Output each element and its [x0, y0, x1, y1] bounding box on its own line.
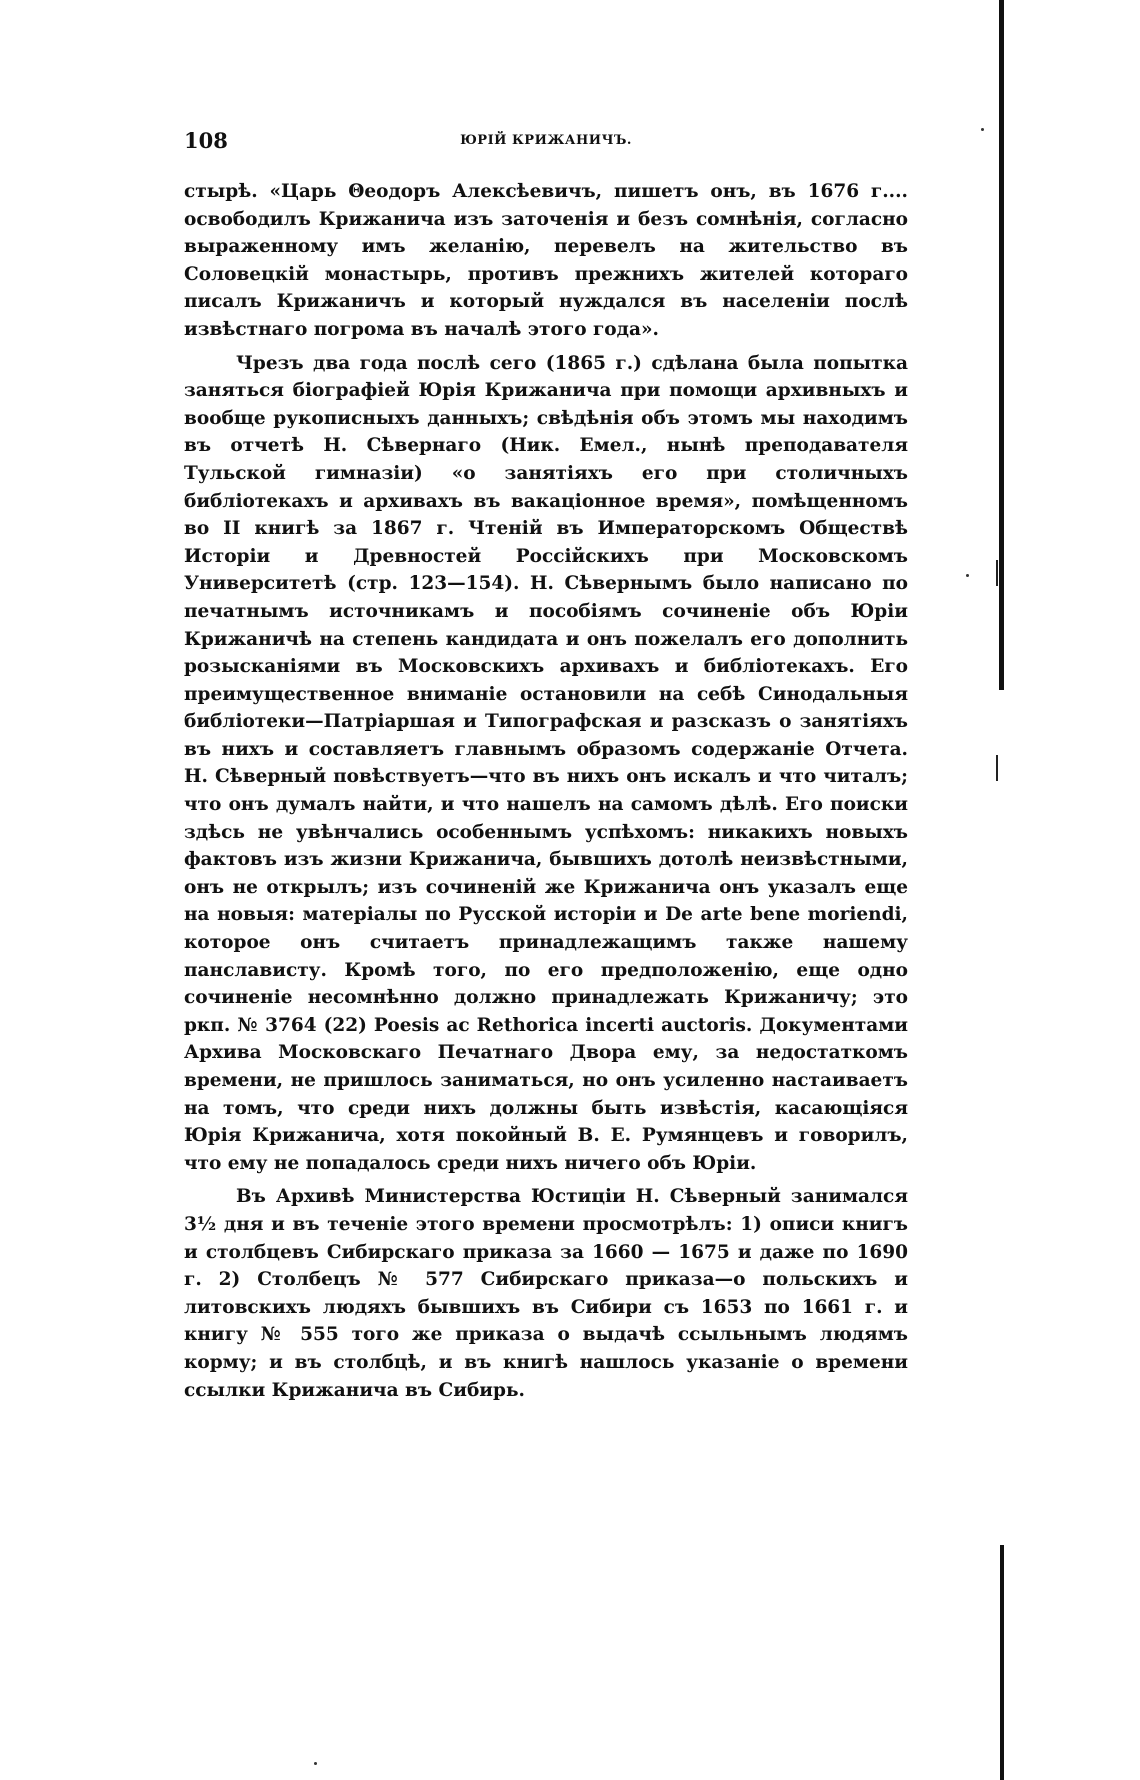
running-title: ЮРІЙ КРИЖАНИЧЪ.: [460, 133, 632, 148]
margin-mark: [996, 560, 998, 586]
scan-speck: [966, 574, 969, 577]
page-edge-shadow-lower: [1000, 1545, 1004, 1780]
paragraph-3: Въ Архивѣ Министерства Юстиціи Н. Сѣверный занимался 3½ дня и въ теченіе этого времени просмотрѣлъ: 1) описи книгъ и столбцевъ Сибирскаго приказа за 1660 — 1675 и даже по 1690 г. 2) Столбецъ № 577 Сибирскаго приказа—о польскихъ и литовскихъ людяхъ бывшихъ въ Сибири съ 1653 по 1661 г. и книгу № 555 того же приказа о выдачѣ ссыльнымъ людямъ корму; и въ столбцѣ, и въ книгѣ нашлось указаніе о времени ссылки Крижанича въ Сибирь.: [184, 1186, 908, 1401]
scan-speck: [314, 1762, 317, 1765]
paragraph-1: стырѣ. «Царь Θеодоръ Алексѣевичъ, пишетъ онъ, въ 1676 г.... освободилъ Крижанича изъ заточенія и безъ сомнѣнія, согласно выраженному имъ желанію, перевелъ на жительство въ Соловецкій монастырь, противъ прежнихъ жителей котораго писалъ Крижаничъ и который нуждался въ населеніи послѣ извѣстнаго погрома въ началѣ этого года».: [184, 181, 908, 340]
page-edge-shadow: [999, 0, 1004, 690]
scan-speck: [981, 128, 984, 131]
page-header: [184, 128, 908, 160]
page-number: 108: [184, 128, 228, 153]
margin-mark: [996, 755, 998, 781]
paragraph-2: Чрезъ два года послѣ сего (1865 г.) сдѣлана была попытка заняться біографіей Юрія Крижанича при помощи архивныхъ и вообще рукописныхъ данныхъ; свѣдѣнія объ этомъ мы находимъ въ отчетѣ Н. Сѣвернаго (Ник. Емел., нынѣ преподавателя Тульской гимназіи) «о занятіяхъ его при столичныхъ библіотекахъ и архивахъ въ вакаціонное время», помѣщенномъ во II книгѣ за 1867 г. Чтеній въ Императорскомъ Обществѣ Исторіи и Древностей Россійскихъ при Московскомъ Университетѣ (стр. 123—154). Н. Сѣвернымъ было написано по печатнымъ источникамъ и пособіямъ сочиненіе объ Юріи Крижаничѣ на степень кандидата и онъ пожелалъ его дополнить розысканіями въ Московскихъ архивахъ и библіотекахъ. Его преимущественное вниманіе остановили на себѣ Синодальныя библіотеки—Патріаршая и Типографская и разсказъ о занятіяхъ въ нихъ и составляетъ главнымъ образомъ содержаніе Отчета. Н. Сѣверный повѣствуетъ—что въ нихъ онъ искалъ и что читалъ; что онъ думалъ найти, и что нашелъ на самомъ дѣлѣ. Его поиски здѣсь не увѣнчались особеннымъ успѣхомъ: никакихъ новыхъ фактовъ изъ жизни Крижанича, бывшихъ дотолѣ неизвѣстными, онъ не открылъ; изъ сочиненій же Крижанича онъ указалъ еще на новыя: матеріалы по Русской исторіи и De arte bene moriendi, которое онъ считаетъ принадлежащимъ также нашему панслависту. Кромѣ того, по его предположенію, еще одно сочиненіе несомнѣнно должно принадлежать Крижаничу; это ркп. № 3764 (22) Poesis ac Rethorica incerti auctoris. Документами Архива Московскаго Печатнаго Двора ему, за недостаткомъ времени, не пришлось заниматься, но онъ усиленно настаиваетъ на томъ, что среди нихъ должны быть извѣстія, касающіяся Юрія Крижанича, хотя покойный В. Е. Румянцевъ и говорилъ, что ему не попадалось среди нихъ ничего объ Юріи.: [184, 352, 908, 1174]
body-text: [184, 178, 908, 1404]
